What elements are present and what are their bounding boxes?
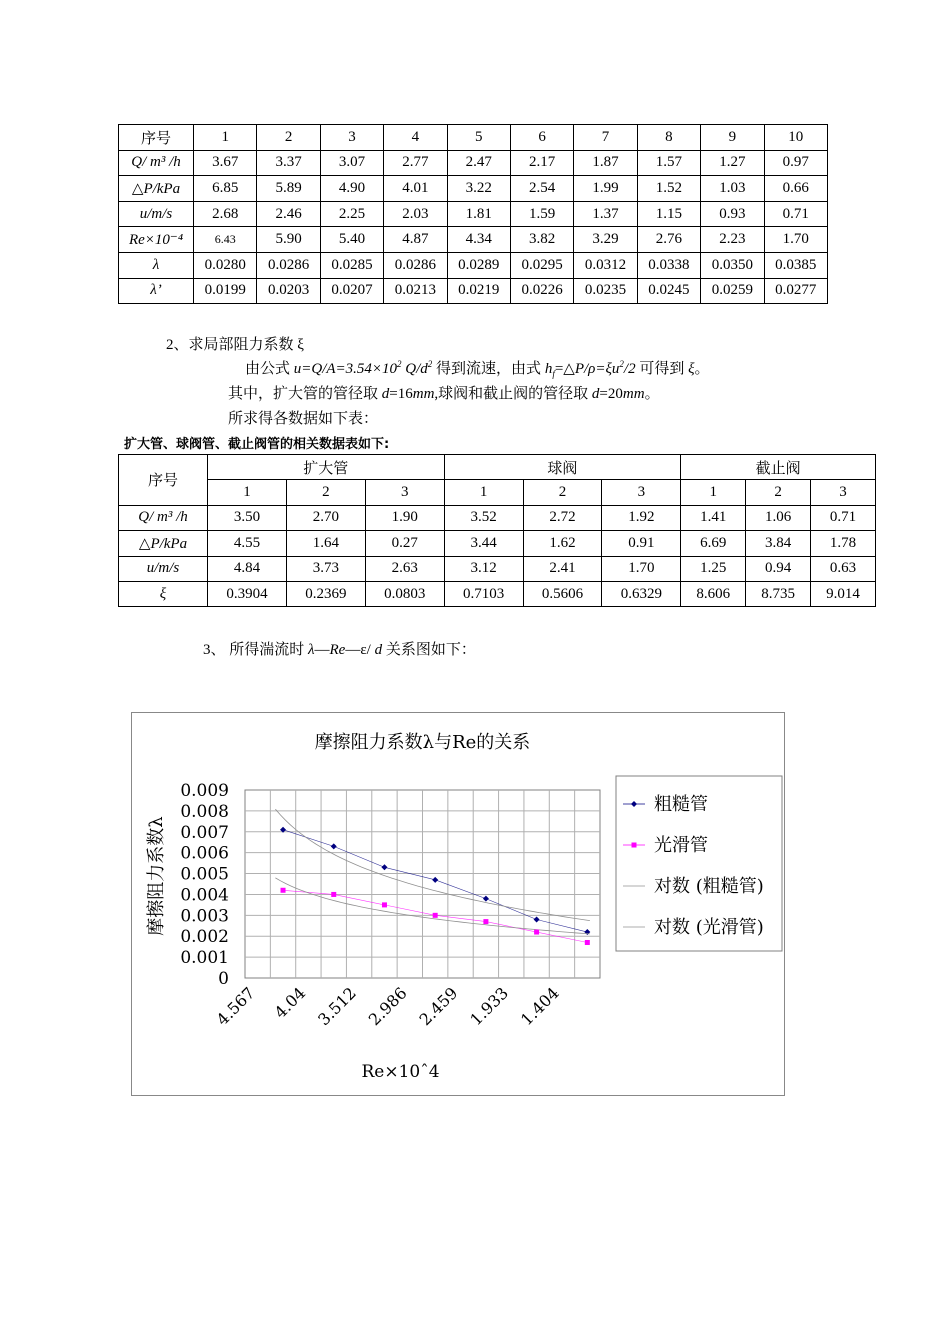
- sub-header: 3: [365, 480, 444, 505]
- header-cell: 5: [447, 125, 510, 151]
- y-tick-label: 0.006: [180, 843, 229, 864]
- table-cell: 3.73: [286, 556, 365, 581]
- sub-header: 3: [811, 480, 876, 505]
- table-cell: 1.03: [701, 176, 764, 202]
- table-cell: 2.17: [510, 150, 573, 176]
- legend-label: 粗糙管: [654, 794, 708, 815]
- sub-header: 1: [444, 480, 523, 505]
- table-cell: 0.0213: [384, 278, 447, 304]
- table-cell: 1.25: [681, 556, 746, 581]
- table-cell: 0.71: [764, 201, 827, 227]
- table-cell: 6.85: [194, 176, 257, 202]
- legend-label: 光滑管: [654, 835, 708, 856]
- table-cell: 0.3904: [208, 581, 287, 606]
- table-cell: 0.0199: [194, 278, 257, 304]
- table-cell: 0.0312: [574, 252, 637, 278]
- seq-header: 序号: [119, 455, 208, 506]
- group-header: 球阀: [444, 455, 681, 480]
- table-cell: 5.89: [257, 176, 320, 202]
- table-cell: 9.014: [811, 581, 876, 606]
- table-cell: 4.55: [208, 531, 287, 556]
- table-cell: 0.7103: [444, 581, 523, 606]
- table-cell: 2.25: [320, 201, 383, 227]
- table-cell: 2.63: [365, 556, 444, 581]
- series-point: [534, 917, 540, 923]
- x-tick-label: 4.567: [212, 983, 259, 1030]
- table-cell: 1.70: [602, 556, 681, 581]
- local-resistance-table: [118, 454, 876, 607]
- table-cell: 3.82: [510, 227, 573, 253]
- table-cell: 8.606: [681, 581, 746, 606]
- formula-line: 由公式 $u=Q/A=3.54\times 10^2$ $Q/d^2$ 得到流速，由式 $h_f=\triangle P/\rho=\xi u^2/2$ 可得到 ξ。: [245, 359, 710, 379]
- x-tick-label: 2.459: [415, 983, 462, 1030]
- table-cell: 4.01: [384, 176, 447, 202]
- sub-header: 3: [602, 480, 681, 505]
- x-tick-label: 4.04: [270, 983, 310, 1023]
- table-cell: 3.67: [194, 150, 257, 176]
- y-tick-label: 0.003: [180, 906, 229, 927]
- table-cell: 2.23: [701, 227, 764, 253]
- row-label: Q/ m³ /h: [119, 150, 194, 176]
- sub-header: 2: [286, 480, 365, 505]
- x-tick-label: 1.933: [466, 983, 513, 1030]
- intro-line: 所求得各数据如下表：: [228, 411, 379, 427]
- header-cell: 2: [257, 125, 320, 151]
- table-cell: 1.78: [811, 531, 876, 556]
- row-label: u/m/s: [119, 556, 208, 581]
- series-point: [534, 930, 539, 935]
- table-cell: 1.64: [286, 531, 365, 556]
- table-cell: 2.76: [637, 227, 700, 253]
- header-cell: 6: [510, 125, 573, 151]
- table-row: [119, 150, 828, 176]
- y-tick-label: 0.004: [180, 885, 229, 906]
- table-cell: 0.0259: [701, 278, 764, 304]
- table-row: [119, 531, 876, 556]
- table-cell: 2.54: [510, 176, 573, 202]
- table-cell: 1.70: [764, 227, 827, 253]
- table-row: [119, 252, 828, 278]
- x-tick-label: 1.404: [516, 983, 563, 1030]
- series-point: [483, 896, 489, 902]
- row-label: ξ: [119, 581, 208, 606]
- table-cell: 0.2369: [286, 581, 365, 606]
- table-subheader-row: [119, 480, 876, 505]
- table-cell: 5.40: [320, 227, 383, 253]
- table-cell: 3.37: [257, 150, 320, 176]
- table-row: [119, 278, 828, 304]
- table-cell: 0.0285: [320, 252, 383, 278]
- table-cell: 2.47: [447, 150, 510, 176]
- group-header: 扩大管: [208, 455, 445, 480]
- row-label: Q/ m³ /h: [119, 505, 208, 530]
- sub-header: 2: [746, 480, 811, 505]
- table-cell: 1.92: [602, 505, 681, 530]
- table-cell: 3.44: [444, 531, 523, 556]
- table-row: [119, 227, 828, 253]
- table-cell: 4.84: [208, 556, 287, 581]
- table-cell: 2.46: [257, 201, 320, 227]
- series-point: [382, 902, 387, 907]
- y-tick-label: 0.005: [180, 864, 229, 885]
- trend-line: [275, 809, 590, 920]
- table-cell: 3.29: [574, 227, 637, 253]
- series-point: [281, 888, 286, 893]
- y-tick-label: 0.009: [180, 781, 229, 801]
- table-cell: 1.57: [637, 150, 700, 176]
- table-cell: 2.03: [384, 201, 447, 227]
- table-cell: 3.50: [208, 505, 287, 530]
- header-cell: 10: [764, 125, 827, 151]
- diameter-line: 其中，扩大管的管径取 d=16mm,球阀和截止阀的管径取 d=20mm。: [228, 386, 660, 402]
- table-cell: 5.90: [257, 227, 320, 253]
- table-cell: 0.0207: [320, 278, 383, 304]
- y-tick-label: 0: [218, 969, 229, 989]
- table-header-row: [119, 455, 876, 480]
- table-cell: 1.06: [746, 505, 811, 530]
- table-row: [119, 201, 828, 227]
- table-cell: 2.41: [523, 556, 602, 581]
- table-cell: 1.15: [637, 201, 700, 227]
- y-tick-label: 0.008: [180, 801, 229, 822]
- table-cell: 3.12: [444, 556, 523, 581]
- table-cell: 0.0385: [764, 252, 827, 278]
- x-tick-label: 2.986: [364, 983, 411, 1030]
- row-label: u/m/s: [119, 201, 194, 227]
- table-row: [119, 581, 876, 606]
- trend-line: [275, 878, 590, 934]
- table-cell: 0.0803: [365, 581, 444, 606]
- table-cell: 0.0289: [447, 252, 510, 278]
- table-cell: 0.0219: [447, 278, 510, 304]
- table-cell: 8.735: [746, 581, 811, 606]
- table-cell: 1.41: [681, 505, 746, 530]
- table-cell: 1.27: [701, 150, 764, 176]
- table-cell: 0.71: [811, 505, 876, 530]
- header-cell: 1: [194, 125, 257, 151]
- friction-chart: [131, 712, 785, 1096]
- row-label: λ’: [119, 278, 194, 304]
- table-cell: 0.0203: [257, 278, 320, 304]
- table-cell: 0.0245: [637, 278, 700, 304]
- x-tick-label: 3.512: [314, 983, 360, 1030]
- table-cell: 3.84: [746, 531, 811, 556]
- table-cell: 4.34: [447, 227, 510, 253]
- table-row: [119, 176, 828, 202]
- table-cell: 3.07: [320, 150, 383, 176]
- table-cell: 0.63: [811, 556, 876, 581]
- table-header-row: [119, 125, 828, 151]
- table-cell: 0.0280: [194, 252, 257, 278]
- table-cell: 0.66: [764, 176, 827, 202]
- row-label: λ: [119, 252, 194, 278]
- header-cell: 9: [701, 125, 764, 151]
- x-axis-label: Re×10ˆ4: [361, 1062, 440, 1082]
- table-cell: 3.22: [447, 176, 510, 202]
- series-point: [432, 877, 438, 883]
- table-cell: 0.0286: [384, 252, 447, 278]
- legend-label: 对数 (光滑管): [654, 917, 764, 938]
- table-cell: 2.68: [194, 201, 257, 227]
- table-cell: 0.0286: [257, 252, 320, 278]
- table-cell: 0.91: [602, 531, 681, 556]
- row-label: Re×10⁻⁴: [119, 227, 194, 253]
- header-cell: 3: [320, 125, 383, 151]
- table-cell: 2.72: [523, 505, 602, 530]
- sub-header: 1: [681, 480, 746, 505]
- group-header: 截止阀: [681, 455, 876, 480]
- sub-header: 2: [523, 480, 602, 505]
- table-cell: 1.52: [637, 176, 700, 202]
- table-cell: 1.90: [365, 505, 444, 530]
- header-cell: 8: [637, 125, 700, 151]
- table-cell: 1.99: [574, 176, 637, 202]
- y-tick-label: 0.002: [180, 927, 229, 948]
- y-axis-label: 摩擦阻力系数λ: [146, 816, 167, 936]
- table-cell: 0.0235: [574, 278, 637, 304]
- y-tick-label: 0.007: [180, 822, 229, 843]
- table-cell: 0.5606: [523, 581, 602, 606]
- table-cell: 4.87: [384, 227, 447, 253]
- table-cell: 1.87: [574, 150, 637, 176]
- series-point: [381, 864, 387, 870]
- table-row: [119, 556, 876, 581]
- section3-heading: 3、 所得湍流时 λ—Re—ε/ d 关系图如下：: [203, 642, 476, 658]
- header-cell: 4: [384, 125, 447, 151]
- series-point: [433, 913, 438, 918]
- table-cell: 6.69: [681, 531, 746, 556]
- row-label: △P/kPa: [119, 531, 208, 556]
- table-cell: 0.97: [764, 150, 827, 176]
- table-cell: 1.81: [447, 201, 510, 227]
- legend-label: 对数 (粗糙管): [654, 876, 764, 897]
- row-label: △P/kPa: [119, 176, 194, 202]
- table-cell: 0.0277: [764, 278, 827, 304]
- table-cell: 0.93: [701, 201, 764, 227]
- resistance-table: [118, 124, 828, 304]
- series-point: [483, 919, 488, 924]
- legend-marker: [632, 843, 637, 848]
- table-cell: 0.6329: [602, 581, 681, 606]
- table-cell: 0.94: [746, 556, 811, 581]
- table-cell: 0.0295: [510, 252, 573, 278]
- header-cell: 7: [574, 125, 637, 151]
- table-cell: 6.43: [194, 227, 257, 253]
- table-cell: 0.0226: [510, 278, 573, 304]
- table-cell: 0.0338: [637, 252, 700, 278]
- table2-caption: 扩大管、球阀管、截止阀管的相关数据表如下:: [124, 437, 390, 452]
- series-point: [585, 940, 590, 945]
- table-cell: 4.90: [320, 176, 383, 202]
- table-cell: 1.62: [523, 531, 602, 556]
- table-cell: 1.37: [574, 201, 637, 227]
- chart-title: 摩擦阻力系数λ与Re的关系: [314, 732, 531, 753]
- table-cell: 2.70: [286, 505, 365, 530]
- series-point: [331, 843, 337, 849]
- y-tick-label: 0.001: [180, 948, 229, 969]
- table-row: [119, 505, 876, 530]
- table-cell: 0.0350: [701, 252, 764, 278]
- table-cell: 0.27: [365, 531, 444, 556]
- series-point: [331, 892, 336, 897]
- sub-header: 1: [208, 480, 287, 505]
- chart-svg: [132, 713, 784, 1095]
- header-cell: 序号: [119, 125, 194, 151]
- table-cell: 1.59: [510, 201, 573, 227]
- table-cell: 2.77: [384, 150, 447, 176]
- section2-heading: 2、求局部阻力系数 ξ: [166, 337, 304, 353]
- table-cell: 3.52: [444, 505, 523, 530]
